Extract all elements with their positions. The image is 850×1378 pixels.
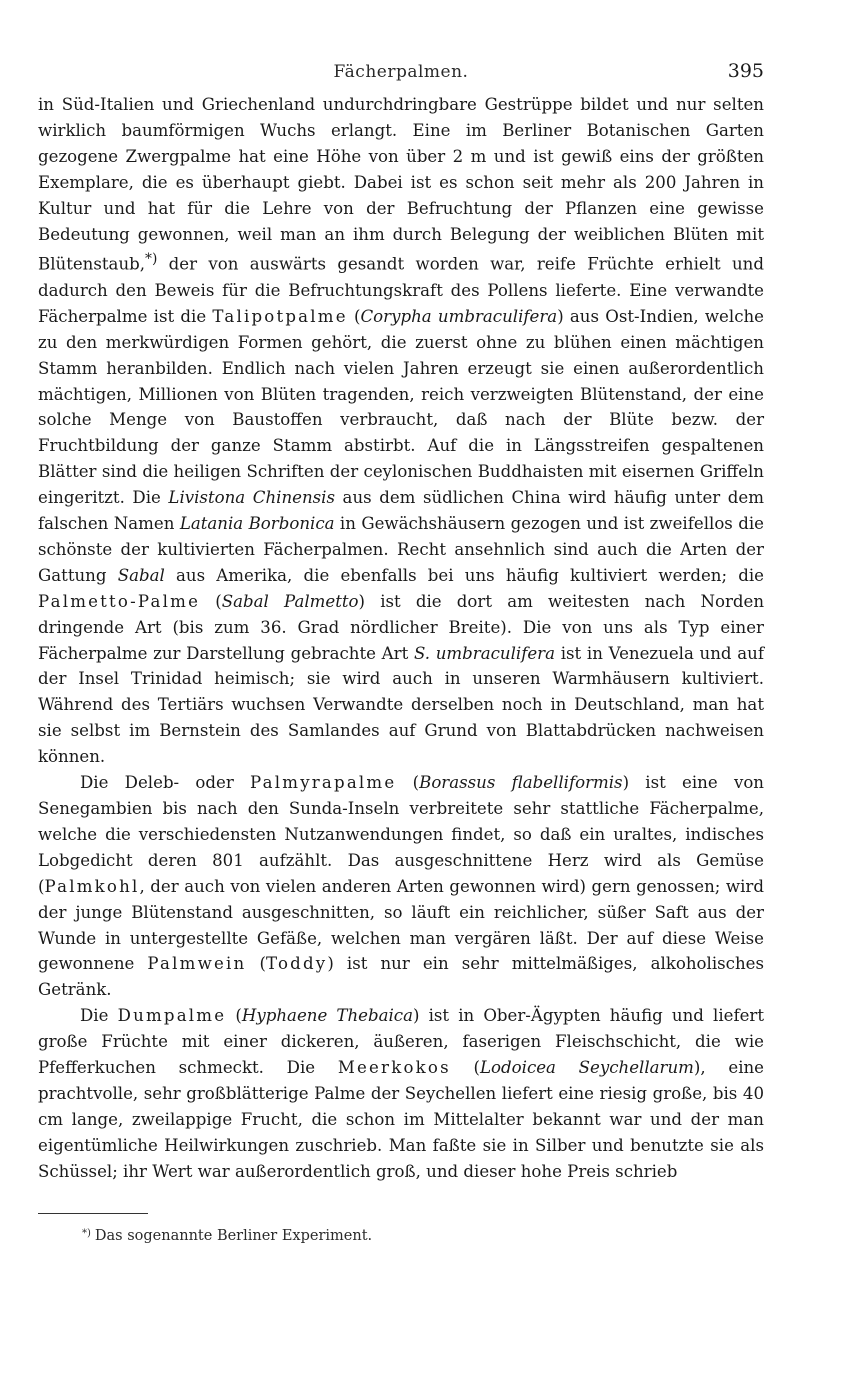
text-run: , der auch von vielen anderen Arten gewonnen wird) gern genossen; wird der junge Blütenstand ausgeschnitten, so läuft ein reichlicher, süßer Saft aus der Wunde in untergestellte Gefäße, welchen man vergären läßt. Der auf diese Weise gewonnene: [38, 876, 764, 974]
latin-name: Borassus flabelliformis: [419, 773, 623, 793]
term-palmetto-palme: Palmetto-Palme: [38, 591, 201, 611]
latin-name: Latania Borbonica: [179, 514, 335, 534]
text-run: (: [450, 1058, 481, 1078]
text-run: (: [200, 591, 222, 611]
text-run: ) aus Ost-Indien, welche zu den merkwürdigen Formen gehört, die zuerst ohne zu blühen einen mächtigen Stamm heranbilden. Endlich nach vielen Jahren erzeugt sie einen außerordentlich mächtigen, Millionen von Blüten tragenden, reich verzweigten Blütenstand, der eine solche Menge von Baustoffen verbraucht, daß nach der Blüte bezw. der Fruchtbildung der ganze Stamm abstirbt. Auf die in Längsstreifen gespaltenen Blätter sind die heiligen Schriften der ceylonischen Buddhaisten mit eisernen Griffeln eingeritzt. Die: [38, 306, 764, 508]
text-run: aus dem südlichen China wird häufig unter dem falschen Namen: [38, 488, 764, 534]
text-run: ), eine prachtvolle, sehr großblätterige Palme der Seychellen liefert eine riesig große, bis 40 cm lange, zweilappige Frucht, die schon im Mittelalter bekannt war und der man eigentümliche Heilwirkungen zuschrieb. Man faßte sie in Silber und benutzte sie als Schüssel; ihr Wert war außerordentlich groß, und dieser hohe Preis schrieb: [38, 1058, 765, 1181]
text-run: in Süd-Italien und Griechenland undurchdringbare Gestrüppe bildet und nur selten wirklich baumförmigen Wuchs erlangt. Eine im Berliner Botanischen Garten gezogene Zwergpalme hat eine Höhe von über 2 m und ist gewiß eins der größten Exemplare, die es überhaupt giebt. Dabei ist es schon seit mehr als 200 Jahren in Kultur und hat für die Lehre von der Befruchtung der Pflanzen eine gewisse Bedeutung gewonnen, weil man an ihm durch Belegung der weiblichen Blüten mit Blütenstaub,: [38, 95, 764, 274]
text-run: ist in Venezuela und auf der Insel Trinidad heimisch; sie wird auch in unseren Warmhäusern kultiviert. Während des Tertiärs wuchsen Verwandte derselben noch in Deutschland, man hat sie selbst im Bernstein des Samlandes auf Grund von Blattabdrücken nachweisen können.: [38, 643, 764, 767]
term-talipotpalme: Talipotpalme: [212, 306, 348, 326]
text-run: ) ist nur ein sehr mittelmäßiges, alkoholisches Getränk.: [38, 954, 764, 1000]
text-run: (: [226, 1006, 242, 1026]
paragraph-2: [38, 770, 764, 1003]
term-dumpalme: Dumpalme: [117, 1006, 227, 1026]
paragraph-1: [38, 92, 764, 770]
page-number: 395: [727, 60, 764, 82]
running-title: Fächerpalmen.: [333, 62, 469, 82]
term-meerkokos: Meerkokos: [337, 1058, 451, 1078]
text-run: ) ist eine von Senegambien bis nach den Sunda-Inseln verbreitete sehr stattliche Fächerpalme, welche die verschiedensten Nutzanwendungen findet, so daß ein uraltes, indisches Lobgedicht deren 801 aufzählt. Das ausgeschnittene Herz wird als Gemüse (: [38, 773, 764, 896]
text-run: Die: [80, 1006, 118, 1026]
term-palmwein: Palmwein: [147, 954, 247, 974]
latin-name: Lodoicea Seychellarum: [480, 1058, 694, 1078]
page-header: [38, 56, 764, 92]
footnote-divider: [38, 1213, 148, 1214]
text-run: ) ist die dort am weitesten nach Norden dringende Art (bis zum 36. Grad nördlicher Breite). Die von uns als Typ einer Fächerpalme zur Darstellung gebrachte Art: [38, 591, 765, 663]
text-run: aus Amerika, die ebenfalls bei uns häufig kultiviert werden; die: [164, 565, 764, 585]
text-run: (: [396, 773, 420, 793]
footnote: [82, 1228, 372, 1244]
latin-name: Sabal Palmetto: [221, 591, 359, 611]
term-palmyrapalme: Palmyrapalme: [250, 773, 397, 793]
footnote-mark: *): [82, 1228, 91, 1239]
body-text: [38, 92, 764, 1185]
text-run: (: [246, 954, 266, 974]
text-run: in Gewächshäusern gezogen und ist zweifellos die schönste der kultivierten Fächerpalmen. Recht ansehnlich sind auch die Arten der Gattung: [38, 514, 764, 585]
paragraph-3: [38, 1003, 764, 1184]
latin-name: Hyphaene Thebaica: [241, 1006, 413, 1026]
text-run: Die Deleb- oder: [80, 773, 251, 793]
text-run: (: [347, 306, 361, 326]
latin-name: Corypha umbraculifera: [360, 306, 558, 326]
latin-name: Livistona Chinensis: [168, 488, 335, 508]
term-toddy: Toddy: [265, 954, 328, 974]
footnote-text: Das sogenannte Berliner Experiment.: [94, 1228, 373, 1244]
footnote-reference: *): [145, 251, 158, 268]
latin-name: S. umbraculifera: [413, 643, 555, 663]
text-run: der von auswärts gesandt worden war, reife Früchte erhielt und dadurch den Beweis für die Befruchtungskraft des Pollens lieferte. Eine verwandte Fächerpalme ist die: [38, 254, 764, 326]
book-page: [38, 56, 765, 1244]
latin-name: Sabal: [117, 565, 165, 585]
term-palmkohl: Palmkohl: [44, 876, 140, 896]
text-run: ) ist in Ober-Ägypten häufig und liefert große Früchte mit einer dickeren, äußeren, faserigen Fleischschicht, die wie Pfefferkuchen schmeckt. Die: [38, 1006, 765, 1078]
